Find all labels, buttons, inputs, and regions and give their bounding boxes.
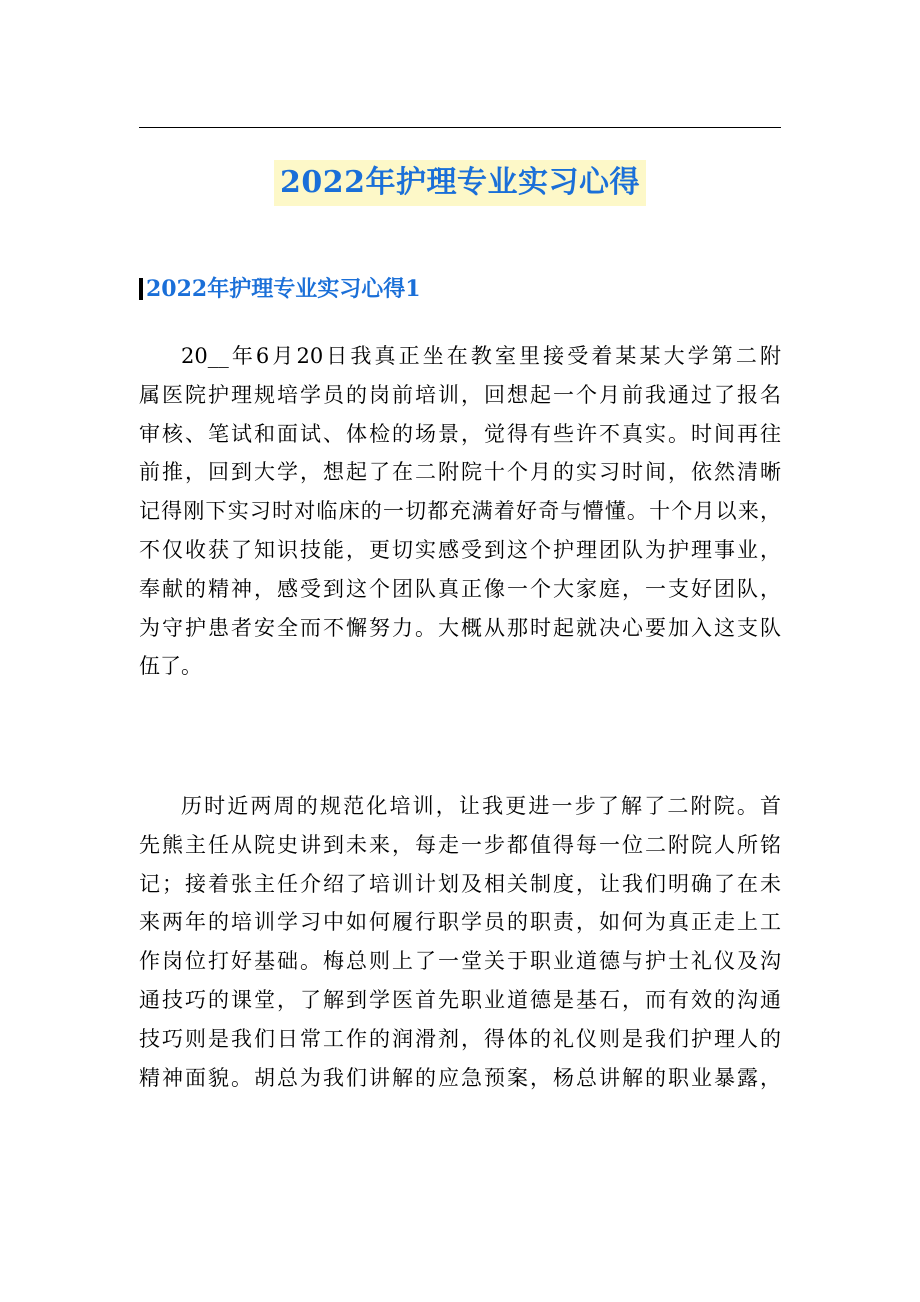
heading-marker xyxy=(139,278,143,300)
paragraph-line: 审核、笔试和面试、体检的场景，觉得有些许不真实。时间再往 xyxy=(139,421,781,446)
paragraph-line: 20__年6月20日我真正坐在教室里接受着某某大学第二附 xyxy=(181,344,781,368)
section-heading xyxy=(139,274,781,304)
section-heading-text: 2022年护理专业实习心得1 xyxy=(146,276,421,302)
paragraph-line: 先熊主任从院史讲到未来，每走一步都值得每一位二附院人所铭 xyxy=(139,832,781,857)
paragraph-line: 技巧则是我们日常工作的润滑剂，得体的礼仪则是我们护理人的 xyxy=(139,1026,781,1051)
document-title: 2022年护理专业实习心得 xyxy=(274,160,646,206)
paragraph-2 xyxy=(139,787,781,1097)
paragraph-line: 来两年的培训学习中如何履行职学员的职责，如何为真正走上工 xyxy=(139,910,781,935)
paragraph-line: 通技巧的课堂，了解到学医首先职业道德是基石，而有效的沟通 xyxy=(139,987,781,1012)
paragraph-line: 前推，回到大学，想起了在二附院十个月的实习时间，依然清晰 xyxy=(139,460,781,485)
paragraph-line: 奉献的精神，感受到这个团队真正像一个大家庭，一支好团队， xyxy=(139,576,781,601)
paragraph-line: 历时近两周的规范化培训，让我更进一步了解了二附院。首 xyxy=(181,794,781,818)
paragraph-line: 伍了。 xyxy=(139,654,202,679)
paragraph-line: 属医院护理规培学员的岗前培训，回想起一个月前我通过了报名 xyxy=(139,382,781,407)
paragraph-line: 记得刚下实习时对临床的一切都充满着好奇与懵懂。十个月以来， xyxy=(139,499,781,524)
title-container xyxy=(0,160,920,206)
paragraph-line: 精神面貌。胡总为我们讲解的应急预案，杨总讲解的职业暴露， xyxy=(139,1065,781,1090)
paragraph-line: 作岗位打好基础。梅总则上了一堂关于职业道德与护士礼仪及沟 xyxy=(139,949,781,974)
paragraph-line: 记；接着张主任介绍了培训计划及相关制度，让我们明确了在未 xyxy=(139,871,781,896)
paragraph-1 xyxy=(139,337,781,686)
header-rule xyxy=(139,127,781,128)
paragraph-line: 为守护患者安全而不懈努力。大概从那时起就决心要加入这支队 xyxy=(139,615,781,640)
paragraph-line: 不仅收获了知识技能，更切实感受到这个护理团队为护理事业， xyxy=(139,537,781,562)
